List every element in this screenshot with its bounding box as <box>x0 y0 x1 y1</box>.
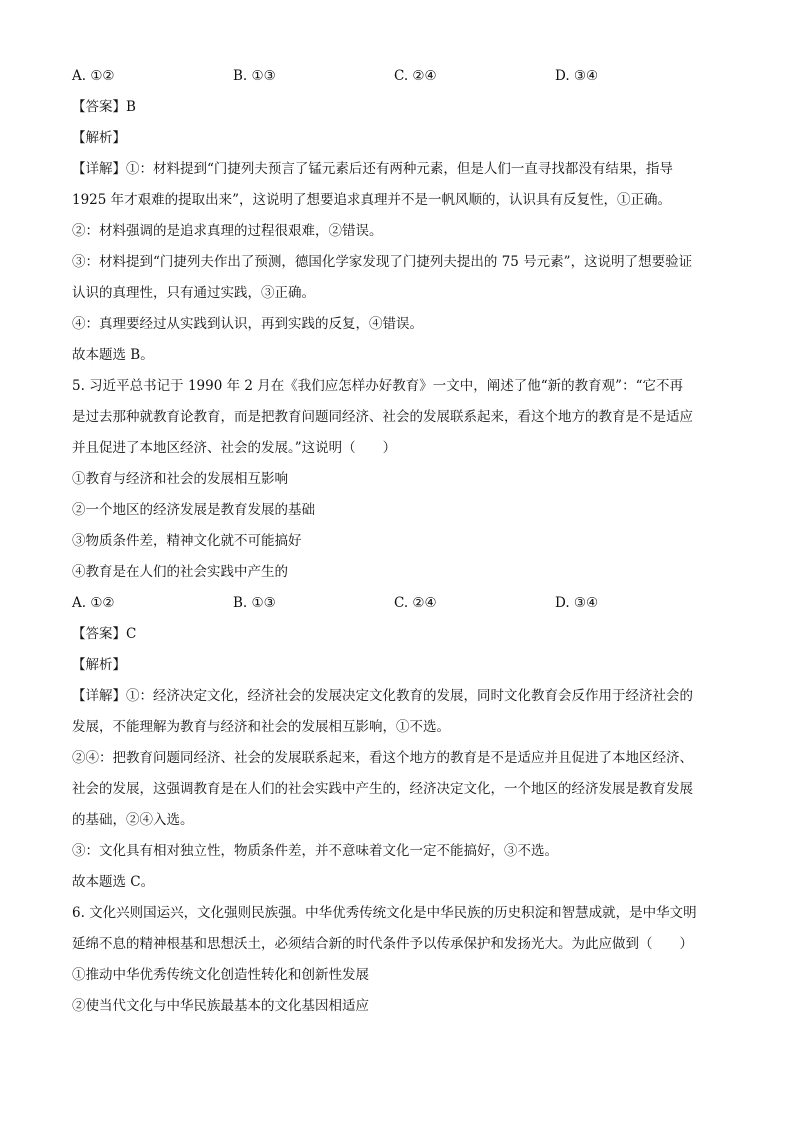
q4-option-a: A. ①② <box>72 68 115 84</box>
q6-stem-line: 延绵不息的精神根基和思想沃土，必须结合新的时代条件予以传承保护和发扬光大。为此应做到（ ） <box>72 936 693 952</box>
q5-detail-line: ②④：把教育问题同经济、社会的发展联系起来，看这个地方的教育是不是适应并且促进了本地区经济、 <box>72 750 693 766</box>
q4-detail-line: 认识的真理性，只有通过实践，③正确。 <box>72 285 315 301</box>
q5-detail-line: 发展，不能理解为教育与经济和社会的发展相互影响，①不选。 <box>72 719 450 735</box>
q4-option-c: C. ②④ <box>394 68 437 84</box>
q5-statement: ②一个地区的经济发展是教育发展的基础 <box>72 502 315 518</box>
q5-stem-line: 5. 习近平总书记于 1990 年 2 月在《我们应怎样办好教育》一文中，阐述了他“新的教育观”：“它不再 <box>72 378 683 394</box>
q4-detail-line: ④：真理要经过从实践到认识，再到实践的反复，④错误。 <box>72 316 423 332</box>
q5-detail-line: 【详解】①：经济决定文化，经济社会的发展决定文化教育的发展，同时文化教育会反作用于经济社会的 <box>72 688 693 704</box>
q5-options <box>72 589 732 620</box>
q5-statement: ③物质条件差，精神文化就不可能搞好 <box>72 533 302 549</box>
q5-conclusion: 故本题选 C。 <box>72 874 155 890</box>
q4-detail-line: ③：材料提到“门捷列夫作出了预测，德国化学家发现了门捷列夫提出的 75 号元素”，这说明了想要验证 <box>72 254 693 270</box>
q4-detail-line: 1925 年才艰难的提取出来”，这说明了想要追求真理并不是一帆风顺的，认识具有反复性，①正确。 <box>72 192 672 208</box>
q5-detail-line: ③：文化具有相对独立性，物质条件差，并不意味着文化一定不能搞好，③不选。 <box>72 843 558 859</box>
q5-answer: 【答案】C <box>72 626 137 642</box>
q5-analysis-label: 【解析】 <box>72 657 126 673</box>
q4-analysis-label: 【解析】 <box>72 130 126 146</box>
q6-statement: ①推动中华优秀传统文化创造性转化和创新性发展 <box>72 967 369 983</box>
q4-detail-line: ②：材料强调的是追求真理的过程很艰难，②错误。 <box>72 223 383 239</box>
q5-option-b: B. ①③ <box>233 595 276 611</box>
q5-detail-line: 社会的发展，这强调教育是在人们的社会实践中产生的，经济决定文化，一个地区的经济发展是教育发展 <box>72 781 693 797</box>
q5-detail-line: 的基础，②④入选。 <box>72 812 194 828</box>
q6-stem-line: 6. 文化兴则国运兴，文化强则民族强。中华优秀传统文化是中华民族的历史积淀和智慧成就，是中华文明 <box>72 905 697 921</box>
q5-option-a: A. ①② <box>72 595 115 611</box>
q4-answer: 【答案】B <box>72 99 136 115</box>
q5-option-c: C. ②④ <box>394 595 437 611</box>
q4-option-d: D. ③④ <box>555 68 599 84</box>
q4-options <box>72 62 732 93</box>
q4-detail-line: 【详解】①：材料提到“门捷列夫预言了锰元素后还有两种元素，但是人们一直寻找都没有结果，指导 <box>72 161 673 177</box>
q5-option-d: D. ③④ <box>555 595 599 611</box>
q5-statement: ④教育是在人们的社会实践中产生的 <box>72 564 288 580</box>
q5-stem-line: 并且促进了本地区经济、社会的发展。”这说明（ ） <box>72 440 397 456</box>
q5-statement: ①教育与经济和社会的发展相互影响 <box>72 471 288 487</box>
q4-conclusion: 故本题选 B。 <box>72 347 154 363</box>
q4-option-b: B. ①③ <box>233 68 276 84</box>
q6-statement: ②使当代文化与中华民族最基本的文化基因相适应 <box>72 998 369 1014</box>
document-page <box>72 62 732 1023</box>
q5-stem-line: 是过去那种就教育论教育，而是把教育问题同经济、社会的发展联系起来，看这个地方的教育是不是适应 <box>72 409 693 425</box>
